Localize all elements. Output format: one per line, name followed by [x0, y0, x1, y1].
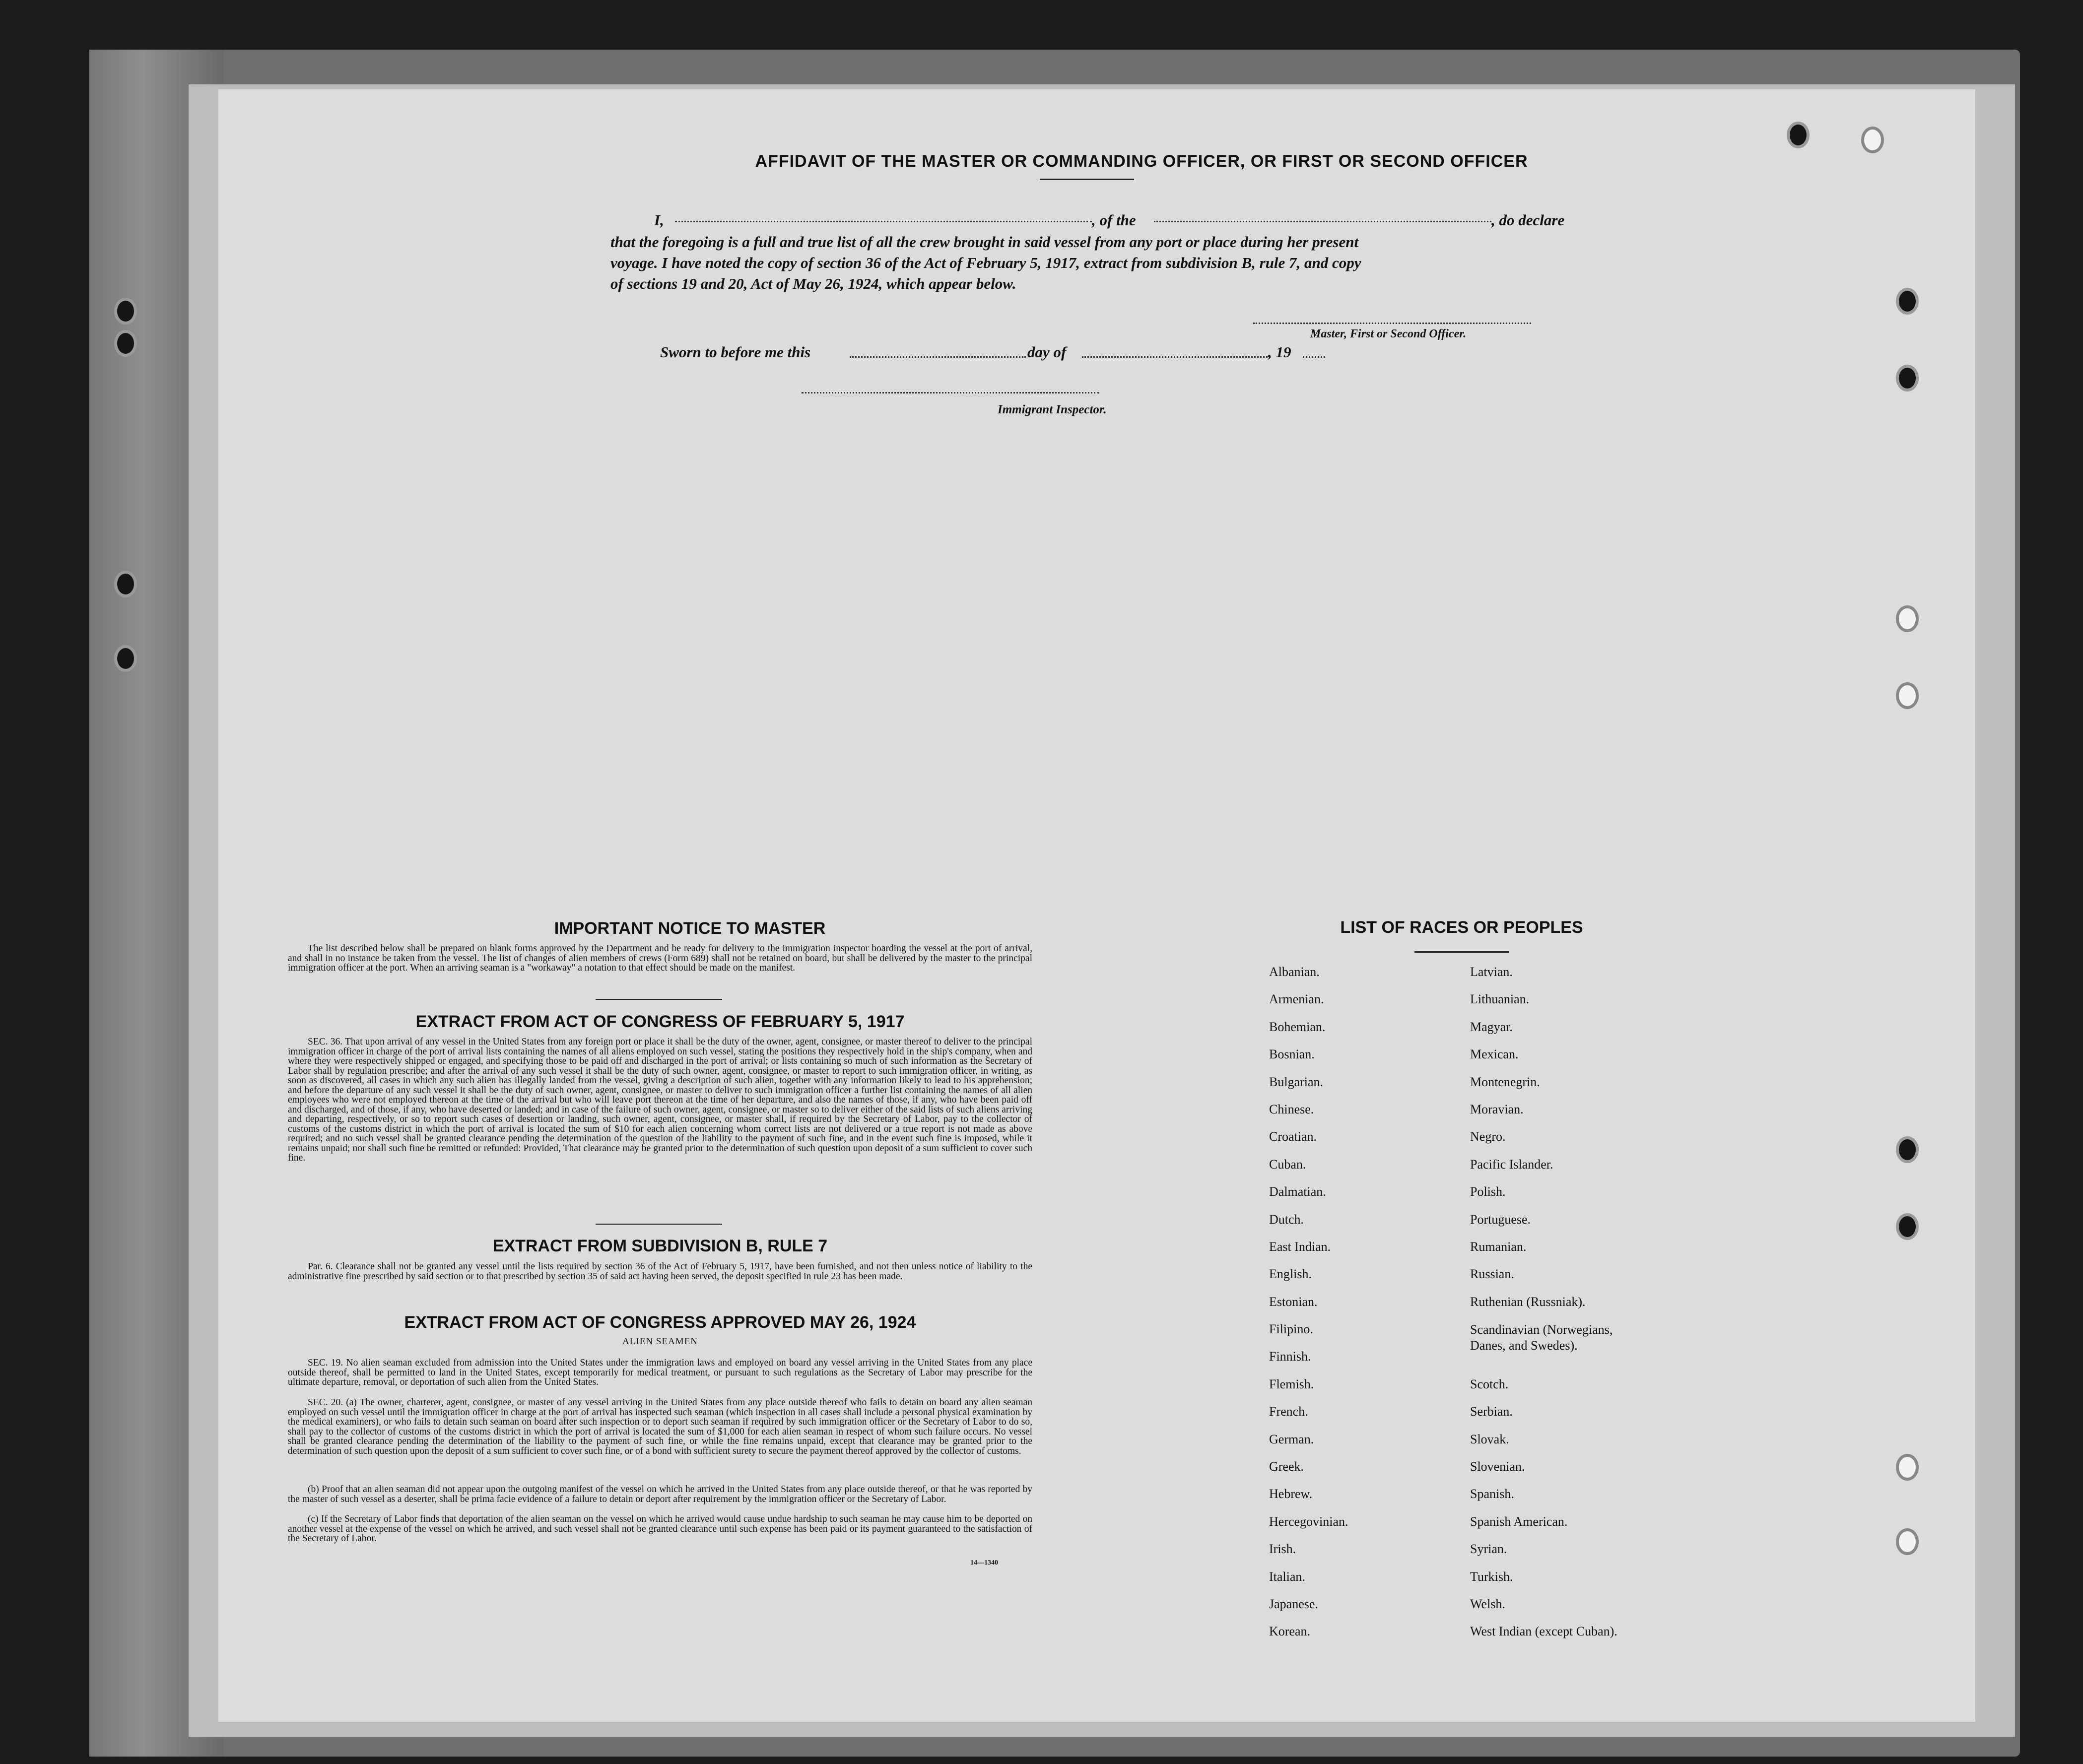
extract-rule7-text: Par. 6. Clearance shall not be granted any vessel until the lists required by section 36 of the Act of February 5, 1917, have been furnished, and not then unless notice of liability to the administrative fine prescribed by said section or to that prescribed by section 35 of said act having been served, the deposit specified in rule 23 has been made. [288, 1261, 1032, 1282]
race-item: Korean. [1269, 1624, 1311, 1639]
notice-text: The list described below shall be prepared on blank forms approved by the Department and be ready for delivery to the immigration inspector boarding the vessel at the port of arrival, and shall in no instance be taken from the vessel. The list of changes of alien members of crews (Form 689) shall not be retained on board, but shall be delivered by the master to the principal immigration officer at the port. When an arriving seaman is a "workaway" a notation to that effect should be made on the manifest. [288, 943, 1032, 973]
race-item: Bulgarian. [1269, 1074, 1324, 1089]
binder-hole [114, 298, 137, 325]
race-item: Spanish American. [1470, 1514, 1568, 1529]
of-the-label: , of the [1092, 211, 1136, 229]
race-item: Hebrew. [1269, 1487, 1313, 1502]
race-item: Hercegovinian. [1269, 1514, 1348, 1529]
extract-rule7-title: EXTRACT FROM SUBDIVISION B, RULE 7 [492, 1237, 828, 1255]
race-item: Japanese. [1269, 1596, 1318, 1611]
page-hole [1896, 605, 1919, 632]
page-hole [1896, 1528, 1919, 1555]
race-item: Rumanian. [1470, 1239, 1527, 1254]
race-item: Estonian. [1269, 1294, 1318, 1309]
divider [596, 1224, 722, 1225]
race-item: Welsh. [1470, 1597, 1505, 1611]
race-item: Finnish. [1269, 1349, 1311, 1364]
vessel-name-field[interactable] [1154, 221, 1491, 222]
race-item: Cuban. [1269, 1157, 1306, 1172]
affidavit-line-3: voyage. I have noted the copy of section 36 of the Act of February 5, 1917, extract from subdivision B, rule 7, and copy [610, 254, 1361, 271]
race-item: Negro. [1470, 1129, 1506, 1144]
affidavit-line-4: of sections 19 and 20, Act of May 26, 1924, which appear below. [610, 275, 1016, 292]
race-item: Albanian. [1269, 965, 1320, 979]
inspector-label: Immigrant Inspector. [998, 403, 1107, 416]
race-item: Bosnian. [1269, 1047, 1315, 1062]
race-item: Irish. [1269, 1542, 1296, 1557]
race-item: Syrian. [1470, 1542, 1507, 1557]
race-item: Filipino. [1269, 1322, 1313, 1337]
race-item: Greek. [1269, 1459, 1304, 1474]
alien-seamen-subtitle: ALIEN SEAMEN [622, 1336, 698, 1347]
form-number: 14—1340 [970, 1559, 998, 1567]
page-hole [1787, 122, 1810, 148]
title-underline [1040, 179, 1134, 180]
race-item: Serbian. [1470, 1404, 1513, 1419]
page-hole [1896, 1213, 1919, 1240]
race-item: Pacific Islander. [1470, 1157, 1553, 1172]
signature-field[interactable] [1253, 323, 1531, 324]
race-item: Spanish. [1470, 1487, 1514, 1502]
race-item: Ruthenian (Russniak). [1470, 1294, 1586, 1309]
notice-title: IMPORTANT NOTICE TO MASTER [554, 919, 826, 938]
sec20a-text: SEC. 20. (a) The owner, charterer, agent, consignee, or master of any vessel arriving in the United States from any place outside thereof who fails to detain on board any alien seaman employed on such vessel until the immigration officer in charge at the port of arrival has inspected such seaman (which inspection in all cases shall include a personal physical examination by the medical examiners), or who fails to detain such seaman on board after such inspection or to deport such seaman if required by such immigration officer or the Secretary of Labor to do so, shall pay to the collector of customs of the customs district in which the port of arrival is located the sum of $1,000 for each alien seaman in respect of whom such failure occurs. No vessel shall be granted clearance pending the determination of the liability to the payment of such fine, or while the fine remains unpaid, except that clearance may be granted prior to the determination of such question upon the deposit of a sum sufficient to cover such fine, or of a bond with sufficient surety to secure the payment thereof approved by the collector of customs. [288, 1397, 1032, 1456]
affidavit-title: AFFIDAVIT OF THE MASTER OR COMMANDING OFFICER, OR FIRST OR SECOND OFFICER [755, 152, 1528, 171]
sworn-day-field[interactable] [850, 356, 1026, 358]
race-item: Croatian. [1269, 1129, 1317, 1144]
race-item: Turkish. [1470, 1569, 1513, 1584]
race-item: Dutch. [1269, 1212, 1304, 1227]
races-left-column [1269, 965, 1418, 1652]
page-hole [1896, 682, 1919, 709]
races-title-underline [1414, 951, 1509, 953]
races-title: LIST OF RACES OR PEOPLES [1340, 918, 1583, 937]
race-item: Latvian. [1470, 965, 1513, 979]
race-item: Slovak. [1470, 1432, 1509, 1446]
race-item: Lithuanian. [1470, 992, 1530, 1007]
race-item: Armenian. [1269, 992, 1324, 1007]
race-item: Slovenian. [1470, 1459, 1525, 1474]
race-item: Chinese. [1269, 1102, 1314, 1116]
binder-hole [114, 330, 137, 357]
race-item: West Indian (except Cuban). [1470, 1624, 1617, 1639]
race-item: Scandinavian (Norwegians, Danes, and Swedes). [1470, 1322, 1613, 1353]
page-hole [1896, 365, 1919, 392]
race-item: French. [1269, 1404, 1308, 1419]
race-item: Mexican. [1470, 1047, 1519, 1062]
page-hole [1896, 1136, 1919, 1163]
sworn-month-field[interactable] [1082, 356, 1271, 358]
day-of-label: day of [1027, 343, 1067, 361]
declarant-name-field[interactable] [675, 221, 1092, 222]
sec20b-text: (b) Proof that an alien seaman did not appear upon the outgoing manifest of the vessel on which he arrived in the United States from any place outside thereof, or that he was reported by the master of such vessel as a deserter, shall be prima facie evidence of a failure to detain or deport after requirement by the immigration officer or the Secretary of Labor. [288, 1484, 1032, 1504]
race-item: German. [1269, 1432, 1314, 1446]
document-page [218, 89, 1975, 1722]
race-item: Russian. [1470, 1267, 1514, 1282]
race-item: Italian. [1269, 1569, 1305, 1584]
sec19-text: SEC. 19. No alien seaman excluded from admission into the United States under the immigration laws and employed on board any vessel arriving in the United States from any place outside thereof, shall be permitted to land in the United States, except temporarily for medical treatment, or pursuant to such regulations as the Secretary of Labor may prescribe for the ultimate departure, removal, or deportation of such alien from the United States. [288, 1358, 1032, 1387]
extract-1924-title: EXTRACT FROM ACT OF CONGRESS APPROVED MAY 26, 1924 [404, 1313, 916, 1332]
declarant-prefix: I, [654, 211, 664, 229]
page-hole [1896, 288, 1919, 315]
race-item: Montenegrin. [1470, 1074, 1540, 1089]
sec20c-text: (c) If the Secretary of Labor finds that deportation of the alien seaman on the vessel on which he arrived would cause undue hardship to such seaman he may cause him to be deported on another vessel at the expense of the vessel on which he arrived, and such vessel shall not be granted clearance until such expense has been paid or its payment guaranteed to the satisfaction of the Secretary of Labor. [288, 1514, 1032, 1544]
year-prefix: , 19 [1268, 343, 1291, 361]
extract-1917-title: EXTRACT FROM ACT OF CONGRESS OF FEBRUARY 5, 1917 [415, 1012, 905, 1031]
race-item: Magyar. [1470, 1019, 1513, 1034]
race-item: East Indian. [1269, 1239, 1331, 1254]
sworn-year-field[interactable] [1303, 356, 1325, 358]
race-item: Polish. [1470, 1184, 1506, 1199]
race-item: English. [1269, 1267, 1312, 1282]
sworn-prefix: Sworn to before me this [660, 343, 811, 361]
binder-hole [114, 645, 137, 672]
race-item: Flemish. [1269, 1376, 1314, 1391]
race-item: Scotch. [1470, 1376, 1509, 1391]
divider [596, 999, 722, 1000]
race-item: Dalmatian. [1269, 1184, 1326, 1199]
do-declare-label: , do declare [1491, 211, 1565, 229]
page-hole [1896, 1454, 1919, 1481]
race-item: Bohemian. [1269, 1019, 1326, 1034]
extract-1917-text: SEC. 36. That upon arrival of any vessel in the United States from any foreign port or place it shall be the duty of the owner, agent, consignee, or master thereof to deliver to the principal immigration officer in charge of the port of arrival lists containing the names of all aliens employed on such vessel, stating the positions they respectively hold in the ship's company, when and where they were respectively shipped or engaged, and specifying those to be paid off and discharged in the port of arrival; or lists containing so much of such information as the Secretary of Labor shall by regulation prescribe; and after the arrival of any such vessel it shall be the duty of such owner, agent, consignee, or master to report to such immigration officer, in writing, as soon as discovered, all cases in which any such alien has illegally landed from the vessel, giving a description of such alien, together with any information likely to lead to his apprehension; and before the departure of any such vessel it shall be the duty of such owner, agent, consignee, or master to deliver to such immigration officer a further list containing the names of all alien employees who were not employed thereon at the time of the arrival but who will leave port thereon at the time of her departure, and also the names of those, if any, who have been paid off and discharged, and of those, if any, who have deserted or landed; and in case of the failure of such owner, agent, consignee, or master so to deliver either of the said lists of such aliens arriving and departing, respectively, or so to report such cases of desertion or landing, such owner, agent, consignee, or master shall, if required by the Secretary of Labor, pay to the collector of customs of the customs district in which the port of arrival is located the sum of $10 for each alien concerning whom correct lists are not delivered or a true report is not made as above required; and no such vessel shall be granted clearance pending the determination of the question of the liability to the payment of such fine, and in the event such fine is imposed, while it remains unpaid; nor shall such fine be remitted or refunded: Provided, That clearance may be granted prior to the determination of such question upon deposit of a sum sufficient to cover such fine. [288, 1037, 1032, 1163]
signature-label: Master, First or Second Officer. [1310, 327, 1467, 340]
races-right-column [1470, 965, 1679, 1652]
affidavit-line-2: that the foregoing is a full and true list of all the crew brought in said vessel from any port or place during her present [610, 233, 1359, 251]
inspector-signature-field[interactable] [802, 392, 1099, 393]
race-item: Portuguese. [1470, 1212, 1531, 1227]
race-item: Moravian. [1470, 1102, 1524, 1116]
binder-hole [114, 571, 137, 597]
page-hole [1861, 127, 1884, 153]
